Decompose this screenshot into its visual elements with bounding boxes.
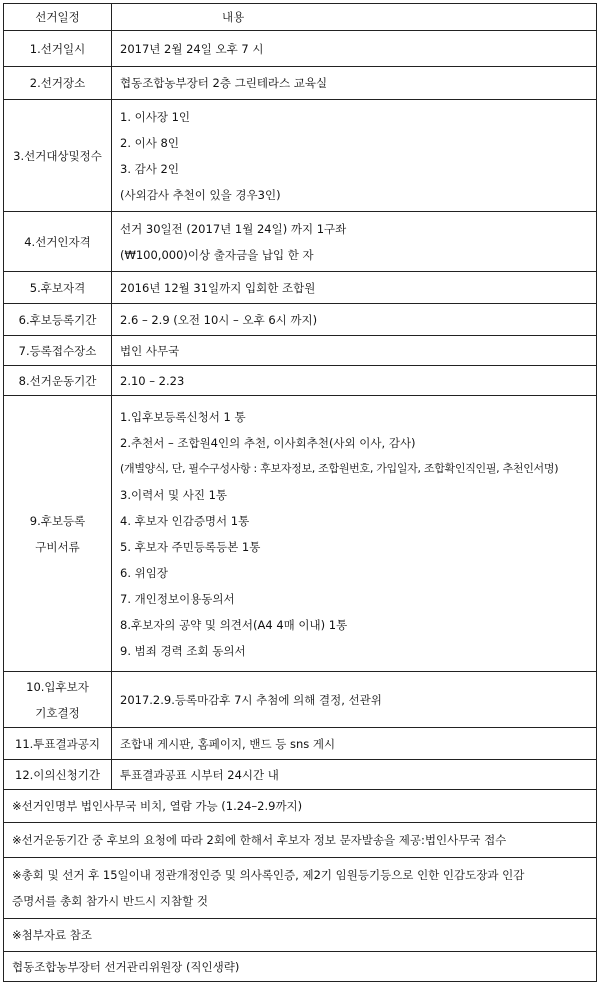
table-row-objection-period bbox=[4, 760, 597, 790]
header-label-cell: 선거일정 bbox=[4, 4, 112, 31]
row-content-line: 2.10 – 2.23 bbox=[120, 373, 185, 388]
row-content bbox=[112, 366, 597, 396]
table-header-row bbox=[4, 4, 597, 31]
election-schedule-table bbox=[3, 3, 597, 982]
row-label-line: 10.입후보자 bbox=[26, 679, 89, 694]
row-content-line: 협동조합농부장터 2층 그린테라스 교육실 bbox=[120, 76, 328, 90]
row-label: 8.선거운동기간 bbox=[4, 366, 112, 396]
note-row-attachments bbox=[4, 919, 597, 952]
table-row-campaign-period bbox=[4, 366, 597, 396]
row-label-line: 기호결정 bbox=[35, 705, 80, 720]
row-content-line: 2017.2.9.등록마감후 7시 추첨에 의해 결정, 선관위 bbox=[120, 692, 382, 707]
row-content-line: (개별양식, 단, 필수구성사항 : 후보자정보, 조합원번호, 가입일자, 조합확인직인필, 추천인서명) bbox=[120, 461, 559, 475]
row-label: 3.선거대상및정수 bbox=[4, 100, 112, 212]
row-content-line: 7. 개인정보이용동의서 bbox=[120, 591, 235, 606]
row-content bbox=[112, 100, 597, 212]
note-row-voter-list bbox=[4, 790, 597, 823]
note-cell bbox=[4, 823, 597, 858]
row-content-line: 6. 위임장 bbox=[120, 565, 168, 580]
row-content-line: 8.후보자의 공약 및 의견서(A4 4매 이내) 1통 bbox=[120, 617, 348, 632]
table-row-election-place bbox=[4, 67, 597, 100]
row-content-line: 2017년 2월 24일 오후 7 시 bbox=[120, 41, 264, 56]
row-label-line: 구비서류 bbox=[35, 539, 80, 554]
table-row-registration-place bbox=[4, 336, 597, 366]
row-content-line: 9. 범죄 경력 조회 동의서 bbox=[120, 643, 246, 658]
signature-line: 협동조합농부장터 선거관리위원장 (직인생략) bbox=[12, 959, 240, 974]
header-content-cell: 내용 bbox=[112, 4, 597, 31]
row-content-line: 4. 후보자 인감증명서 1통 bbox=[120, 513, 250, 528]
row-content bbox=[112, 272, 597, 304]
table-row-result-notice bbox=[4, 728, 597, 760]
table-row-required-documents bbox=[4, 396, 597, 672]
row-content bbox=[112, 67, 597, 100]
row-content-line: 2.추천서 – 조합원4인의 추천, 이사회추천(사외 이사, 감사) bbox=[120, 435, 416, 450]
note-cell bbox=[4, 790, 597, 823]
note-cell bbox=[4, 858, 597, 919]
note-line: ※첨부자료 참조 bbox=[12, 928, 92, 942]
note-row-seal-certificate bbox=[4, 858, 597, 919]
row-content-line: (₩100,000)이상 출자금을 납입 한 자 bbox=[120, 247, 314, 262]
row-label: 1.선거일시 bbox=[4, 31, 112, 67]
row-content-line: 1.입후보등록신청서 1 통 bbox=[120, 409, 246, 424]
table-row-registration-period bbox=[4, 304, 597, 336]
election-schedule-sheet bbox=[3, 3, 596, 982]
row-content bbox=[112, 31, 597, 67]
row-content bbox=[112, 760, 597, 790]
row-content-line: 3.이력서 및 사진 1통 bbox=[120, 487, 228, 502]
row-content-line: 법인 사무국 bbox=[120, 343, 180, 358]
note-cell bbox=[4, 919, 597, 952]
row-content bbox=[112, 212, 597, 272]
table-row-candidate-qualification bbox=[4, 272, 597, 304]
row-label: 12.이의신청기간 bbox=[4, 760, 112, 790]
row-label bbox=[4, 672, 112, 728]
note-line: ※선거운동기간 중 후보의 요청에 따라 2회에 한해서 후보자 정보 문자발송을 제공:법인사무국 접수 bbox=[12, 833, 507, 847]
row-label: 5.후보자격 bbox=[4, 272, 112, 304]
row-label: 7.등록접수장소 bbox=[4, 336, 112, 366]
row-content-line: 3. 감사 2인 bbox=[120, 161, 179, 176]
row-content-line: 2. 이사 8인 bbox=[120, 135, 179, 150]
row-content-line: 조합내 게시판, 홈페이지, 밴드 등 sns 게시 bbox=[120, 736, 336, 751]
row-content-line: 5. 후보자 주민등록등본 1통 bbox=[120, 539, 261, 554]
row-label: 2.선거장소 bbox=[4, 67, 112, 100]
row-content-line: 1. 이사장 1인 bbox=[120, 109, 191, 124]
row-content bbox=[112, 728, 597, 760]
row-content-line: 2016년 12월 31일까지 입회한 조합원 bbox=[120, 280, 316, 295]
row-content-line: 선거 30일전 (2017년 1월 24일) 까지 1구좌 bbox=[120, 221, 347, 236]
table-row-voter-qualification bbox=[4, 212, 597, 272]
row-content-line: (사외감사 추천이 있을 경우3인) bbox=[120, 187, 281, 202]
note-line: ※총회 및 선거 후 15일이내 정관개정인증 및 의사록인증, 제2기 임원등기등으로 인한 인감도장과 인감 bbox=[12, 868, 525, 882]
note-line: 증명서를 총회 참가시 반드시 지참할 것 bbox=[12, 894, 209, 908]
row-label: 6.후보등록기간 bbox=[4, 304, 112, 336]
row-content bbox=[112, 672, 597, 728]
note-line: ※선거인명부 법인사무국 비치, 열람 가능 (1.24–2.9까지) bbox=[12, 799, 303, 813]
table-row-election-datetime bbox=[4, 31, 597, 67]
row-content bbox=[112, 304, 597, 336]
table-row-election-targets bbox=[4, 100, 597, 212]
row-content-line: 2.6 – 2.9 (오전 10시 – 오후 6시 까지) bbox=[120, 312, 318, 327]
row-label: 4.선거인자격 bbox=[4, 212, 112, 272]
row-label-line: 9.후보등록 bbox=[29, 513, 86, 528]
row-content-line: 투표결과공표 시부터 24시간 내 bbox=[120, 767, 279, 782]
row-content bbox=[112, 396, 597, 672]
table-row-candidate-number bbox=[4, 672, 597, 728]
row-content bbox=[112, 336, 597, 366]
row-label: 11.투표결과공지 bbox=[4, 728, 112, 760]
row-label bbox=[4, 396, 112, 672]
note-row-campaign-sms bbox=[4, 823, 597, 858]
